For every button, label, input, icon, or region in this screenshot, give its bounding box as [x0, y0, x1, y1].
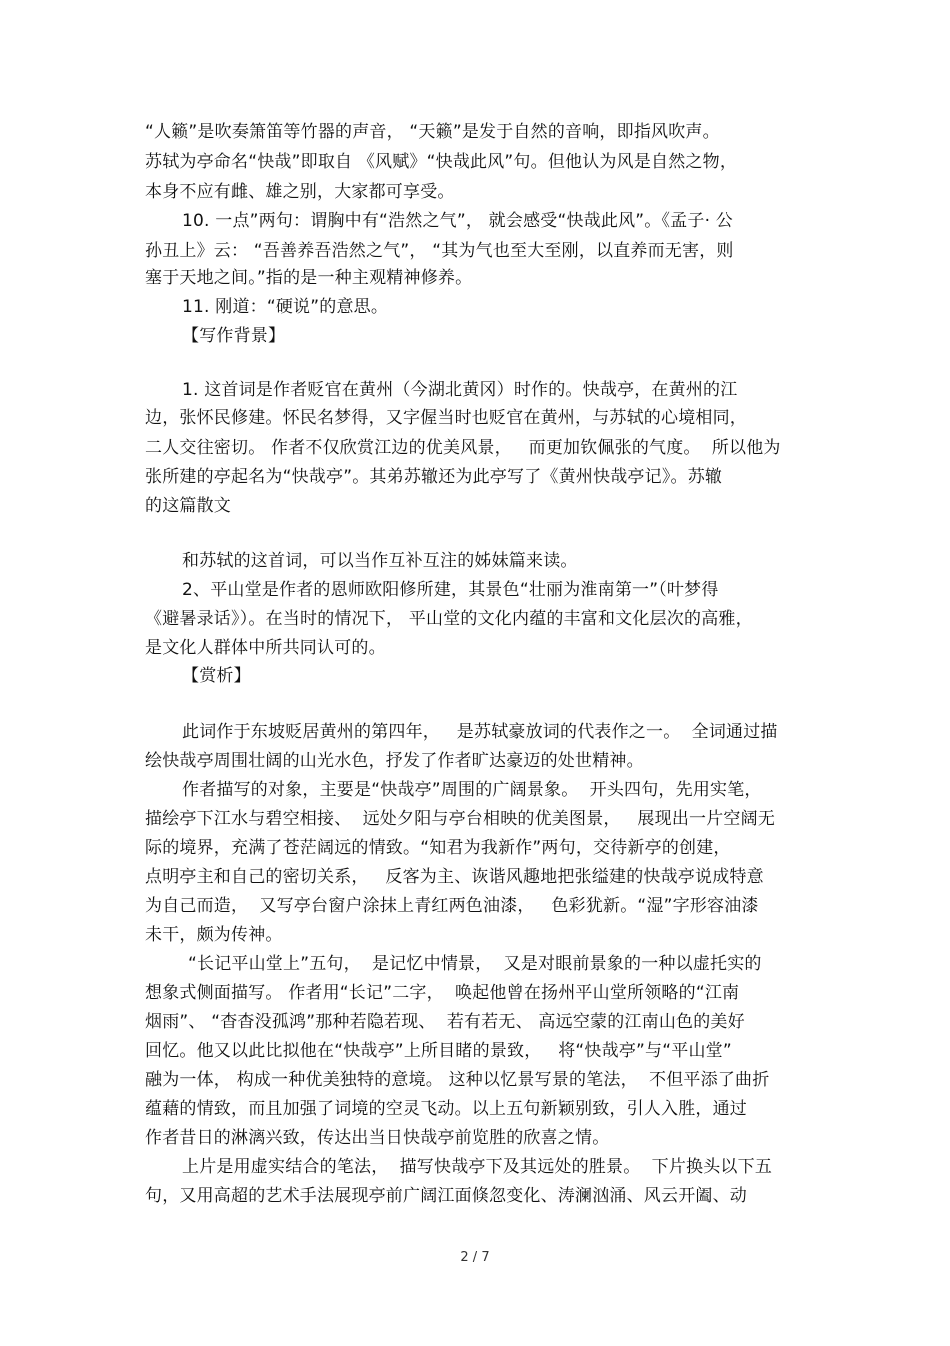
text-line: 是文化人群体中所共同认可的。	[145, 638, 386, 658]
text-line: 二人交往密切。 作者不仅欣赏江边的优美风景， 而更加钦佩张的气度。 所以他为	[145, 438, 781, 458]
text-line: “长记平山堂上”五句， 是记忆中情景， 又是对眼前景象的一种以虚托实的	[188, 954, 762, 974]
text-line: 孙丑上》云： “吾善养吾浩然之气”， “其为气也至大至刚，以直养而无害，则	[145, 241, 734, 261]
text-line: 融为一体， 构成一种优美独特的意境。 这种以忆景写景的笔法， 不但平添了曲折	[145, 1070, 770, 1090]
text-line: 作者描写的对象，主要是“快哉亭”周围的广阔景象。 开头四句，先用实笔，	[182, 780, 762, 800]
text-line: 11. 刚道：“硬说”的意思。	[182, 297, 389, 317]
text-line: 10. 一点”两句：谓胸中有“浩然之气”， 就会感受“快哉此风”。《孟子· 公	[182, 211, 733, 231]
page-number: 2 / 7	[460, 1250, 490, 1265]
text-line: 塞于天地之间。”指的是一种主观精神修养。	[145, 268, 473, 288]
text-line: 绘快哉亭周围壮阔的山光水色，抒发了作者旷达豪迈的处世精神。	[145, 751, 644, 771]
text-line: 本身不应有雌、雄之别，大家都可享受。	[145, 182, 455, 202]
text-line: 点明亭主和自己的密切关系， 反客为主、诙谐风趣地把张缢建的快哉亭说成特意	[145, 867, 764, 887]
text-line: 边，张怀民修建。怀民名梦得，又字偓当时也贬官在黄州，与苏轼的心境相同，	[145, 408, 747, 428]
text-line: 2、平山堂是作者的恩师欧阳修所建，其景色“壮丽为淮南第一”（叶梦得	[182, 580, 719, 600]
text-line: 蕴藉的情致，而且加强了词境的空灵飞动。以上五句新颖别致，引人入胜，通过	[145, 1099, 747, 1119]
text-line: 未干，颇为传神。	[145, 925, 283, 945]
section-heading: 【赏析】	[182, 666, 251, 686]
section-heading: 【写作背景】	[182, 326, 286, 346]
text-line: 苏轼为亭命名“快哉”即取自 《风赋》“快哉此风”句。但他认为风是自然之物，	[145, 152, 738, 172]
text-line: 上片是用虚实结合的笔法， 描写快哉亭下及其远处的胜景。 下片换头以下五	[182, 1157, 773, 1177]
text-line: 想象式侧面描写。 作者用“长记”二字， 唤起他曾在扬州平山堂所领略的“江南	[145, 983, 740, 1003]
text-line: 为自己而造， 又写亭台窗户涂抹上青红两色油漆， 色彩犹新。“湿”字形容油漆	[145, 896, 759, 916]
text-line: 张所建的亭起名为“快哉亭”。其弟苏辙还为此亭写了《黄州快哉亭记》。苏辙	[145, 467, 723, 487]
text-line: 回忆。他又以此比拟他在“快哉亭”上所目睹的景致， 将“快哉亭”与“平山堂”	[145, 1041, 732, 1061]
text-line: 此词作于东坡贬居黄州的第四年， 是苏轼豪放词的代表作之一。 全词通过描	[182, 722, 778, 742]
text-line: 1. 这首词是作者贬官在黄州（今湖北黄冈）时作的。快哉亭，在黄州的江	[182, 380, 738, 400]
text-line: 和苏轼的这首词，可以当作互补互注的姊妹篇来读。	[182, 551, 578, 571]
text-line: “人籁”是吹奏箫笛等竹器的声音， “天籁”是发于自然的音响，即指风吹声。	[145, 122, 720, 142]
text-line: 《避暑录话》）。在当时的情况下， 平山堂的文化内蕴的丰富和文化层次的高雅，	[145, 609, 753, 629]
text-line: 句，又用高超的艺术手法展现亭前广阔江面倏忽变化、涛澜汹涌、风云开阖、动	[145, 1186, 747, 1206]
text-line: 描绘亭下江水与碧空相接、 远处夕阳与亭台相映的优美图景， 展现出一片空阔无	[145, 809, 776, 829]
text-line: 作者昔日的淋漓兴致，传达出当日快哉亭前览胜的欣喜之情。	[145, 1128, 610, 1148]
text-line: 际的境界，充满了苍茫阔远的情致。“知君为我新作”两句，交待新亭的创建，	[145, 838, 731, 858]
text-line: 的这篇散文	[145, 496, 231, 516]
text-line: 烟雨”、 “杳杳没孤鸿”那种若隐若现、 若有若无、 高远空蒙的江南山色的美好	[145, 1012, 745, 1032]
